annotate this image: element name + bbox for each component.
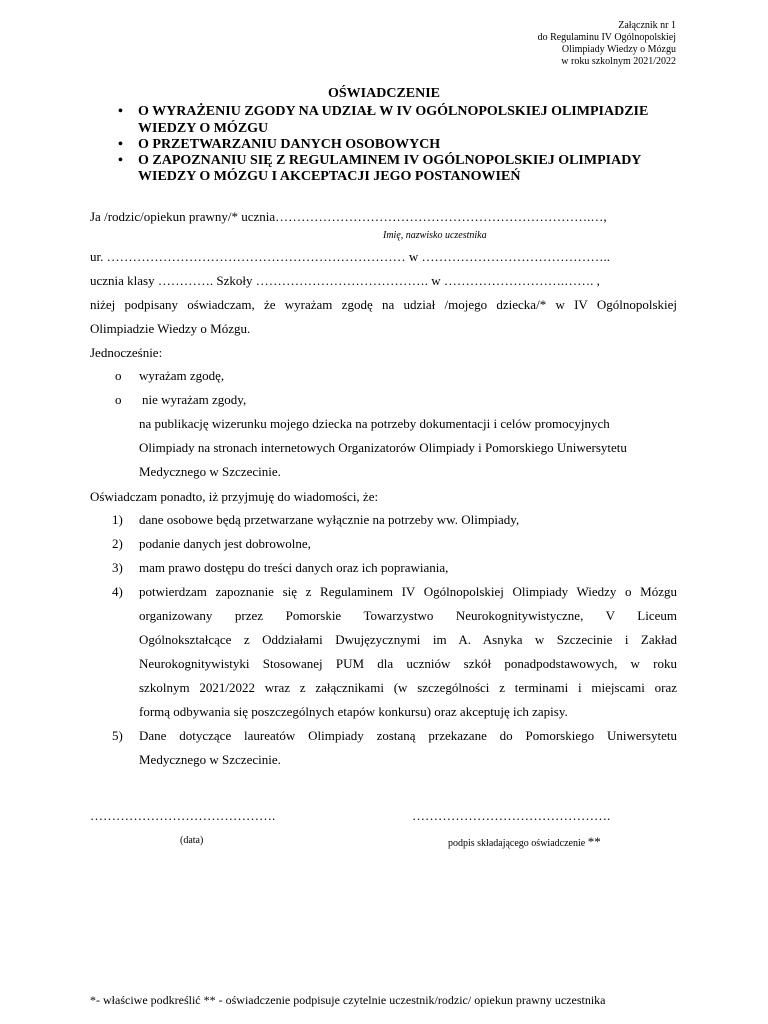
item-text: podanie danych jest dobrowolne,	[139, 536, 311, 551]
option-disagree-checkbox[interactable]: o	[115, 392, 122, 407]
annex-line-1: Załącznik nr 1	[618, 20, 676, 31]
annex-line-4: w roku szkolnym 2021/2022	[561, 56, 676, 67]
annex-line-2: do Regulaminu IV Ogólnopolskiej	[537, 32, 676, 43]
purpose-line-3: Medycznego w Szczecinie.	[139, 464, 281, 479]
purpose-line-2: Olimpiady na stronach internetowych Organizatorów Olimpiady i Pomorskiego Uniwersytetu	[139, 440, 627, 455]
item-text: formą odbywania się poszczególnych etapów konkursu) oraz akceptuję ich zapisy.	[139, 704, 568, 719]
bullet-text: WIEDZY O MÓZGU	[138, 121, 269, 136]
item-text: potwierdzam zapoznanie się z Regulaminem IV Ogólnopolskiej Olimpiady Wiedzy o Mózgu	[139, 584, 677, 599]
acknowledgement-intro: Oświadczam ponadto, iż przyjmuję do wiadomości, że:	[90, 489, 379, 504]
date-field[interactable]: …………………………………….	[90, 808, 276, 823]
bullet-text: WIEDZY O MÓZGU I AKCEPTACJI JEGO POSTANOWIEŃ	[138, 169, 521, 184]
purpose-line-1: na publikację wizerunku mojego dziecka na potrzeby dokumentacji i celów promocyjnych	[139, 416, 610, 431]
form-line-school: ucznia klasy …………. Szkoły …………………………………. w ……………………….……. ,	[90, 273, 600, 288]
signature-field[interactable]: ……………………………………….	[412, 808, 611, 823]
annex-line-3: Olimpiady Wiedzy o Mózgu	[561, 44, 676, 55]
item-text: organizowany przez Pomorskie Towarzystwo Neurokognitywistyczne, V Liceum	[139, 608, 677, 623]
bullet-text: O PRZETWARZANIU DANYCH OSOBOWYCH	[138, 137, 441, 152]
date-label: (data)	[180, 835, 204, 846]
footnote: *- właściwe podkreślić ** - oświadczenie podpisuje czytelnie uczestnik/rodzic/ opiekun prawny uczestnika	[90, 993, 606, 1007]
bullet-text: O ZAPOZNANIU SIĘ Z REGULAMINEM IV OGÓLNOPOLSKIEJ OLIMPIADY	[138, 153, 642, 168]
option-agree-label: wyrażam zgodę,	[139, 368, 225, 383]
simultaneously-label: Jednocześnie:	[90, 345, 163, 360]
item-text: Neurokognitywistyki Stosowanej PUM dla uczniów szkół ponadpodstawowych, w roku	[139, 656, 677, 671]
signature-footnote-mark: **	[587, 834, 601, 849]
option-disagree-label: nie wyrażam zgody,	[142, 392, 247, 407]
item-text: dane osobowe będą przetwarzane wyłącznie na potrzeby ww. Olimpiady,	[139, 512, 520, 527]
form-line-birth: ur. …………………………………………………………… w ……………………………………..	[90, 249, 610, 264]
bullet-text: O WYRAŻENIU ZGODY NA UDZIAŁ W IV OGÓLNOPOLSKIEJ OLIMPIADZIE	[138, 104, 649, 119]
item-text: Dane dotyczące laureatów Olimpiady zostaną przekazane do Pomorskiego Uniwersytetu	[139, 728, 677, 743]
option-agree-checkbox[interactable]: o	[115, 368, 122, 383]
form-line-parent: Ja /rodzic/opiekun prawny/* ucznia……………………………………………………………….…,	[90, 209, 607, 224]
bullet-icon: •	[118, 153, 123, 168]
consent-text-line-1: niżej podpisany oświadczam, że wyrażam zgodę na udział /mojego dziecka/* w IV Ogólnopolskiej	[90, 297, 677, 312]
item-text: szkolnym 2021/2022 wraz z załącznikami (w szczególności z terminami i miejscami oraz	[139, 680, 677, 695]
item-text: mam prawo dostępu do treści danych oraz ich poprawiania,	[139, 560, 449, 575]
item-text: Ogólnokształcące z Oddziałami Dwujęzycznymi im A. Asnyka w Szczecinie i Zakład	[139, 632, 677, 647]
item-number: 4)	[112, 584, 123, 599]
consent-text-line-2: Olimpiadzie Wiedzy o Mózgu.	[90, 321, 251, 336]
item-number: 1)	[112, 512, 123, 527]
item-number: 5)	[112, 728, 123, 743]
bullet-icon: •	[118, 104, 123, 119]
item-text: Medycznego w Szczecinie.	[139, 752, 281, 767]
signature-label	[448, 834, 601, 850]
item-number: 3)	[112, 560, 123, 575]
caption-student-name: Imię, nazwisko uczestnika	[383, 230, 487, 241]
annex-header	[470, 20, 676, 68]
item-number: 2)	[112, 536, 123, 551]
document-title: OŚWIADCZENIE	[327, 86, 441, 101]
bullet-icon: •	[118, 137, 123, 152]
signature-label-text: podpis składającego oświadczenie	[448, 838, 588, 849]
